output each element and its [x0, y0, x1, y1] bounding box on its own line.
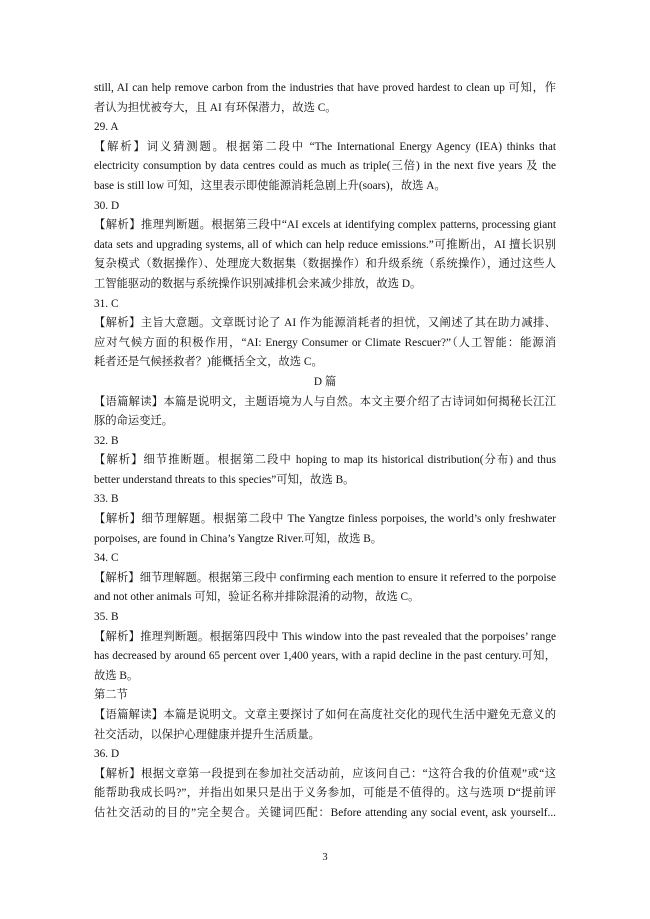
text-line: 【解析】细节推断题。根据第二段中 hoping to map its historical distribution(分布) and thus [94, 454, 556, 467]
text-line: 34. C [94, 552, 119, 565]
text-line: 【解析】细节理解题。根据第二段中 The Yangtze finless porpoises, the world’s only freshwater [94, 513, 556, 526]
text-line: 能帮助我成长吗?”，并指出如果只是出于义务参加，可能是不值得的。这与选项 D“提前评 [94, 787, 556, 800]
text-line: data sets and upgrading systems, all of which can help reduce emissions.”可推断出，AI 擅长识别 [94, 238, 556, 251]
text-line: 29. A [94, 121, 119, 134]
text-line: and not other animals 可知，验证名称并排除混淆的动物，故选 C。 [94, 591, 420, 604]
text-line: 复杂模式（数据操作）、处理庞大数据集（数据操作）和升级系统（系统操作），通过这些人 [94, 258, 556, 271]
text-line: 【解析】推理判断题。根据第四段中 This window into the past revealed that the porpoises’ range [94, 630, 556, 643]
text-line: 豚的命运变迁。 [94, 415, 174, 428]
text-line: 【解析】根据文章第一段提到在参加社交活动前，应该问自己：“这符合我的价值观”或“这 [94, 767, 556, 780]
text-line: 【语篇解读】本篇是说明文。文章主要探讨了如何在高度社交化的现代生活中避免无意义的 [94, 709, 556, 721]
text-line: 35. B [94, 611, 119, 624]
text-line: 【语篇解读】本篇是说明文，主题语境为人与自然。本文主要介绍了古诗词如何揭秘长江江 [94, 395, 556, 408]
text-line: 工智能驱动的数据与系统操作识别减排机会来减少排放，故选 D。 [94, 277, 422, 290]
text-line: still, AI can help remove carbon from the industries that have proved hardest to clean up 可知，作 [94, 82, 556, 94]
text-line: 耗者还是气候拯救者？)能概括全文，故选 C。 [94, 356, 323, 369]
text-line: 32. B [94, 434, 119, 447]
section-heading: D 篇 [313, 375, 337, 388]
text-line: 估社交活动的目的”完全契合。关键词匹配：Before attending any social event, ask yourself... [94, 806, 556, 819]
text-line: porpoises, are found in China’s Yangtze River.可知，故选 B。 [94, 532, 383, 545]
text-line: has decreased by around 65 percent over 1,400 years, with a rapid decline in the past century.可知， [94, 650, 556, 663]
text-line: 者认为担忧被夸大，且 AI 有环保潜力，故选 C。 [94, 101, 337, 114]
text-line: 应对气候方面的积极作用，“AI: Energy Consumer or Climate Rescuer?”（人工智能：能源消 [94, 336, 556, 349]
text-line: 【解析】主旨大意题。文章既讨论了 AI 作为能源消耗者的担忧，又阐述了其在助力减排、 [94, 317, 556, 330]
page-number: 3 [322, 852, 328, 863]
text-line: electricity consumption by data centres could as much as triple(三倍) in the next five years 及 the [94, 160, 556, 173]
text-line: 第二节 [94, 689, 128, 702]
text-line: 故选 B。 [94, 669, 139, 682]
answer-explanation-page [94, 79, 556, 824]
text-line: 30. D [94, 199, 120, 212]
text-line: better understand threats to this species”可知，故选 B。 [94, 473, 355, 486]
text-line: 【解析】细节理解题。根据第三段中 confirming each mention to ensure it referred to the porpoise [94, 571, 556, 584]
text-line: 33. B [94, 493, 119, 506]
text-line: 【解析】推理判断题。根据第三段中“AI excels at identifying complex patterns, processing giant [94, 219, 556, 232]
text-line: 【解析】词义猜测题。根据第二段中 “The International Energy Agency (IEA) thinks that [94, 140, 556, 153]
text-line: base is still low 可知，这里表示即使能源消耗急剧上升(soars)，故选 A。 [94, 179, 446, 192]
text-line: 社交活动，以保护心理健康并提升生活质量。 [94, 728, 320, 741]
text-line: 36. D [94, 748, 120, 761]
text-line: 31. C [94, 297, 119, 310]
